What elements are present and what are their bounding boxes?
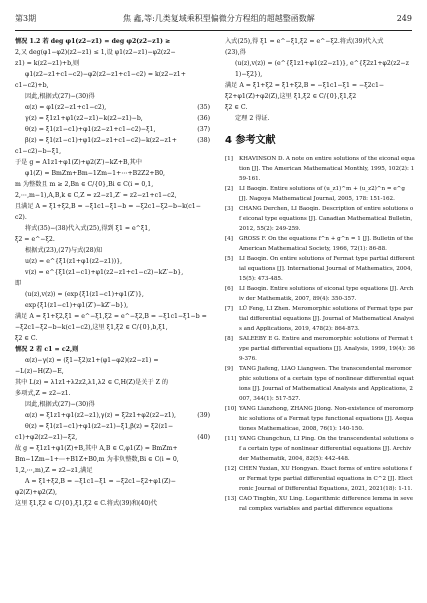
reference-number: [11] [225,436,237,442]
equation-line [15,113,210,124]
reference-number: [4] [225,236,233,242]
equation-text: β(z) = ξ1(z1−c1)+φ1(z2−z1+c1−c2)−k(z2−z1+ [25,137,177,144]
body-line: 满足 A = ξ1+ξ2,ξ1 = e^−ξ1,ξ2 = e^−ξ2,B = −ξ1c1−ξ1−b = [15,313,207,320]
reference-text: CHANG Derchen, LI Baoqin. Description of entire solutions of eiconal type equations [J]. Canadian Mathematical Bulletin, 2012, 55(2): 249-259. [239,206,414,232]
body-line: 其中 L(z) = λ1z1+λ2z2,λ1,λ2 ∈ C,H(Z)是关于 Z 的 [15,379,169,386]
body-line: 2,⋯,m−1),A,B,k ∈ C,Z = z2−z1,Z′ = z2−z1+c1−c2, [15,192,177,199]
reference-text: TANG Jiafeng, LIAO Liangwen. The transcendental meromorphic solutions of a certain type of nonlinear differential equations [J]. Journal of Mathematical Analysis and Applications, 2007, 344(1): 517-527. [239,366,414,402]
reference-text: GROSS F. On the equations f^n + g^n = 1 [J]. Bulletin of the American Mathematical Society, 1966, 72(1): 86-88. [239,236,414,252]
equation-number: (39) [197,412,210,419]
running-title: 焦 鑫,等:几类复域乘积型偏微分方程组的超越整函数解 [123,14,315,23]
case-2-heading: 情况 2 若 c1 = c2,则 [15,346,79,353]
body-line: Bm−1Zm−1+⋯+B1Z+B0,m 为非负整数,Bi ∈ C(i = 0, [15,456,179,463]
equation-line [15,410,210,421]
reference-item [225,184,415,204]
equation-number: (37) [197,126,210,133]
body-line: 将式(35)−(38)代入式(25),得到 ξ1 = e^ξ1, [25,225,151,232]
reference-number: [13] [225,496,237,502]
reference-number: [2] [225,186,233,192]
body-line: z1) = k(z2−z1)+b,则 [15,60,80,67]
body-line: c2). [15,214,27,221]
body-line: −ξ2c1−ξ2−b−k(c1−c2),这里 ξ1,ξ2 ∈ C/{0},b,ξ1, [15,324,168,331]
reference-item [225,304,415,334]
reference-item [225,284,415,304]
equation-line: exp{ξ1(z1−c1)+φ1(Z′)−kZ′−b}), [25,302,129,309]
reference-item [225,364,415,404]
body-line: 于是 g = A1z1+φ1(Z)+φ2(Z′)−kZ+B,其中 [15,159,142,166]
equation-line: u(z) = e^{ξ1(z1+φ1(z2−z1))}, [25,258,123,265]
reference-item [225,434,415,464]
equation-line: −L(z)−H(Z)−E, [15,368,64,375]
right-column [225,36,415,514]
reference-item [225,334,415,364]
equation-line: φ1(Z) = BmZm+Bm−1Zm−1+⋯+B2Z2+B0, [25,170,166,177]
body-line: (23),得 [225,49,246,56]
equation-number: (38) [197,137,210,144]
body-line: 2,又 deg(φ1−φ2)(z2−z1) ≤ 1,设 φ1(z2−z1)−φ2(z2− [15,49,176,56]
equation-line [15,124,210,135]
reference-number: [12] [225,466,237,472]
reference-item [225,494,415,514]
reference-item [225,234,415,254]
equation-text: α(z) = ξ1z1+φ1(z2−z1),γ(z) = ξ2z1+φ2(z2−z1), [25,412,177,419]
left-column [15,36,210,509]
equation-line: c1−c2)−b−ξ1, [15,148,62,155]
body-line: m 为整数且 m ≥ 2,Bn ∈ C/{0},Bi ∈ C(i = 0,1, [15,181,154,188]
equation-text: c1)+φ2(z2−z1)−ξ2, [15,434,78,441]
equation-line: φ1(z2−z1+c1−c2)−φ2(z2−z1+c1−c2) = k(z2−z1+ [25,71,186,78]
equation-line: α(z)−γ(z) = (ξ1−ξ2)z1+(φ1−φ2)(z2−z1) = [25,357,159,364]
equation-line: θ(z) = ξ1(z1−c1)+φ1(z2−z1)−ξ1,β(z) = ξ2(z1− [25,423,174,430]
reference-number: [8] [225,336,233,342]
equation-text: θ(z) = ξ1(z1−c1)+φ1(z2−z1+c1−c2)−ξ1, [25,126,156,133]
equation-line: φ2(Z)+φ2(Z), [15,489,57,496]
equation-line: (u(z),v(z)) = (exp{ξ1(z1−c1)+φ1(Z′)}, [25,291,144,298]
references-heading: 4 参考文献 [225,135,276,146]
body-line: 因此,根据式(27)−(30)得 [25,401,95,408]
reference-text: KHAVINSON D. A note on entire solutions of the eiconal equation [J]. The American Mathematical Monthly, 1995, 102(2): 159-161. [239,156,415,182]
theorem-proof-end: 定理 2 得证. [235,115,270,122]
reference-text: SALEEBY E G. Entire and meromorphic solutions of Fermat type partial differential equations [J]. Analysis, 1999, 19(4): 369-376. [239,336,415,362]
equation-text: γ(z) = ξ1z1+φ1(z2−z1)−k(z2−z1)−b, [25,115,143,122]
reference-text: YANG Lianzhong, ZHANG Jilong. Non-existence of meromorphic solutions of a Fermat type functional equations [J]. Aequationes Mathematicae, 2008, 76(1): 140-150. [239,406,414,432]
body-line: 且满足 A = ξ1+ξ2,B = −ξ1c1−ξ1−b = −ξ2c1−ξ2−b−k(c1− [15,203,201,210]
equation-number: (36) [197,115,210,122]
page-number: 249 [396,14,412,23]
equation-line: A = ξ1+ξ2,B = −ξ1c1−ξ1 = −ξ2c1−ξ2+φ1(Z)− [25,478,176,485]
reference-text: LI Baoqin. Entire solutions of (u_z1)^m + (u_z2)^n = e^g [J]. Nagoya Mathematical Journal, 2005, 178: 151-162. [239,186,405,202]
body-line: 因此,根据式(27)−(30)得 [25,93,95,100]
equation-text: α(z) = φ1(z2−z1+c1−c2), [25,104,107,111]
reference-number: [6] [225,286,233,292]
equation-number: (35) [197,104,210,111]
reference-item [225,204,415,234]
body-line: 满足 A = ξ1+ξ2 = ξ1+ξ2,B = −ξ1c1−ξ1 = −ξ2c1− [225,82,385,89]
equation-number: (40) [197,434,210,441]
reference-number: [3] [225,206,233,212]
body-line: ξ2 ∈ C. [15,335,38,342]
body-line: 根据式(23),(27)与式(28)知 [25,247,103,254]
reference-text: LI Baoqin. On entire solutions of Fermat type partial differential equations [J]. International Journal of Mathematics, 2004, 15(5): 473-485. [239,256,415,282]
equation-line: v(z) = e^{ξ1(z1−c1)+φ1(z2−z1+c1−c2)−kZ′−b}, [25,269,184,276]
case-1-2-heading: 情况 1.2 若 deg φ1(z2−z1) = deg φ2(z2−z1) ≥ [15,38,171,45]
issue-number: 第3期 [15,14,37,23]
reference-item [225,464,415,494]
reference-item [225,404,415,434]
reference-text: CAO Tingbin, XU Ling. Logarithmic difference lemma in several complex variables and partial difference equations [239,496,414,512]
reference-number: [10] [225,406,237,412]
equation-line [15,432,210,443]
equation-line [15,135,210,146]
page-header [15,10,412,31]
body-line: 故 g = ξ1z1+φ1(Z)+B,其中 A,B ∈ C,φ1(Z) = BmZm+ [15,445,178,452]
reference-text: CHEN Yuxian, XU Hongyan. Exact forms of entire solutions for Fermat type partial differential equations in C^2 [J]. Electronic Journal of Differential Equations, 2021, 2021(18): 1-11. [239,466,413,492]
reference-number: [9] [225,366,233,372]
body-line: 入式(25),得 ξ1 = e^−ξ1,ξ2 = e^−ξ2.将式(39)代入式 [225,38,384,45]
reference-text: LÜ Feng, LI Zhen. Meromorphic solutions of Fermat type partial differential equations [J]. Journal of Mathematical Analysis and Applications, 2019, 478(2): 864-873. [239,306,414,332]
body-line: 多项式,Z = z2−z1. [15,390,71,397]
reference-item [225,154,415,184]
body-line: ξ2+φ1(Z)+φ2(Z),这里 ξ1,ξ2 ∈ C/{0},ξ1,ξ2 [225,93,357,100]
body-line: 这里 ξ1,ξ2 ∈ C/{0},ξ1,ξ2 ∈ C.将式(39)和(40)代 [15,500,157,507]
reference-item [225,254,415,284]
reference-number: [5] [225,256,233,262]
reference-number: [7] [225,306,233,312]
body-line: ξ2 ∈ C. [225,104,248,111]
body-line: 1,2,⋯,m),Z = z2−z1,满足 [15,467,93,474]
body-line: ξ2 = e^−ξ2. [15,236,55,243]
reference-text: LI Baoqin. Entire solutions of eiconal type equations [J]. Archiv der Mathematik, 2007, 89(4): 350-357. [239,286,414,302]
body-line: 即 [15,280,22,287]
reference-number: [1] [225,156,233,162]
equation-line: (u(z),v(z)) = (e^{ξ1z1+φ1(z2−z1)}, e^{ξ2z1+φ2(z2−z1)−ξ2}), [235,60,409,78]
reference-text: YANG Chungchun, LI Ping. On the transcendental solutions of a certain type of nonlinear differential equations [J]. Archiv der Mathematik, 2004, 82(5): 442-448. [239,436,414,462]
equation-line: c1−c2)+b, [15,82,49,89]
equation-line [15,102,210,113]
